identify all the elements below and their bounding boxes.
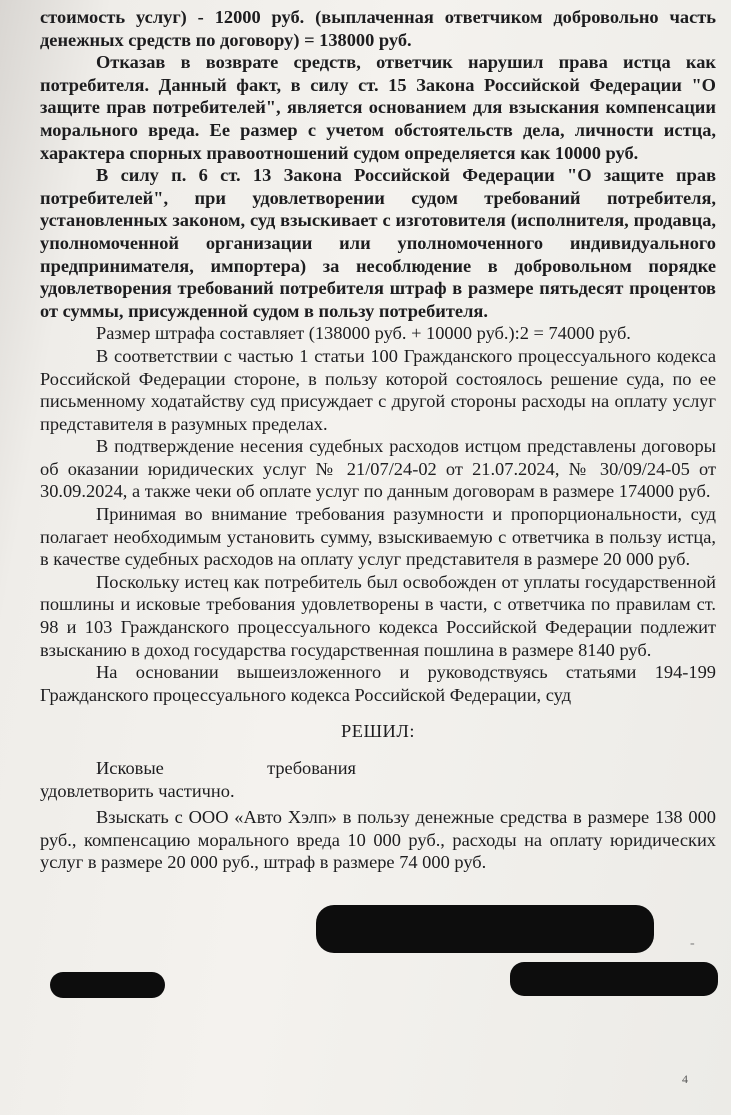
decision-claims: Исковые требования удовлетворить частично. bbox=[40, 758, 356, 801]
paragraph-article-100: В соответствии с частью 1 статьи 100 Гражданского процессуального кодекса Российской Федерации стороне, в пользу которой состоялось решение суда, по ее письменному ходатайству суд присуждает с другой стороны расходы на оплату услуг представителя в разумных пределах. bbox=[40, 345, 716, 434]
document-body bbox=[40, 6, 716, 874]
paragraph-reasonableness: Принимая во внимание требования разумности и пропорциональности, суд полагает необходимым установить сумму, взыскиваемую с ответчика в пользу истца, в качестве судебных расходов на оплату услуг представителя в размере 20 000 руб. bbox=[40, 504, 716, 570]
paragraph-moral-damage: Отказав в возврате средств, ответчик нарушил права истца как потребителя. Данный факт, в силу ст. 15 Закона Российской Федерации "О защите прав потребителей", является основанием для взыскания компенсации морального вреда. Ее размер с учетом обстоятельств дела, личности истца, характера спорных правоотношений судом определяется как 10000 руб. bbox=[40, 52, 716, 163]
redaction-block bbox=[316, 905, 654, 953]
paragraph-contracts: В подтверждение несения судебных расходов истцом представлены договоры об оказании юридических услуг № 21/07/24-02 от 21.07.2024, № 30/09/24-05 от 30.09.2024, а также чеки об оплате услуг по данным договорам в размере 174000 руб. bbox=[40, 436, 716, 502]
redaction-block bbox=[50, 972, 165, 998]
resolved-heading: РЕШИЛ: bbox=[341, 721, 415, 742]
page-number: 4 bbox=[682, 1072, 688, 1086]
paragraph-penalty-amount: Размер штрафа составляет (138000 руб. + 10000 руб.):2 = 74000 руб. bbox=[96, 323, 631, 344]
paragraph-cost: стоимость услуг) - 12000 руб. (выплаченная ответчиком добровольно часть денежных средств по договору) = 138000 руб. bbox=[40, 7, 716, 50]
paragraph-basis: На основании вышеизложенного и руководствуясь статьями 194-199 Гражданского процессуального кодекса Российской Федерации, суд bbox=[40, 662, 716, 705]
paragraph-state-duty: Поскольку истец как потребитель был освобожден от уплаты государственной пошлины и исковые требования удовлетворены в части, с ответчика по правилам ст. 98 и 103 Гражданского процессуального кодекса Российской Федерации подлежит взысканию в доход государства государственная пошлина в размере 8140 руб. bbox=[40, 571, 716, 660]
paragraph-penalty-law: В силу п. 6 ст. 13 Закона Российской Федерации "О защите прав потребителей", при удовлетворении судом требований потребителя, установленных законом, суд взыскивает с изготовителя (исполнителя, продавца, уполномоченной организации или уполномоченного индивидуального предпринимателя, импортера) за несоблюдение в добровольном порядке удовлетворения требований потребителя штраф в размере пятьдесят процентов от суммы, присужденной судом в пользу потребителя. bbox=[40, 165, 716, 321]
margin-mark: - bbox=[690, 936, 695, 951]
redaction-block bbox=[510, 962, 718, 996]
decision-recovery: Взыскать с ООО «Авто Хэлп» в пользу денежные средства в размере 138 000 руб., компенсацию морального вреда 10 000 руб., расходы на оплату юридических услуг в размере 20 000 руб., штраф в размере 74 000 руб. bbox=[40, 807, 716, 873]
